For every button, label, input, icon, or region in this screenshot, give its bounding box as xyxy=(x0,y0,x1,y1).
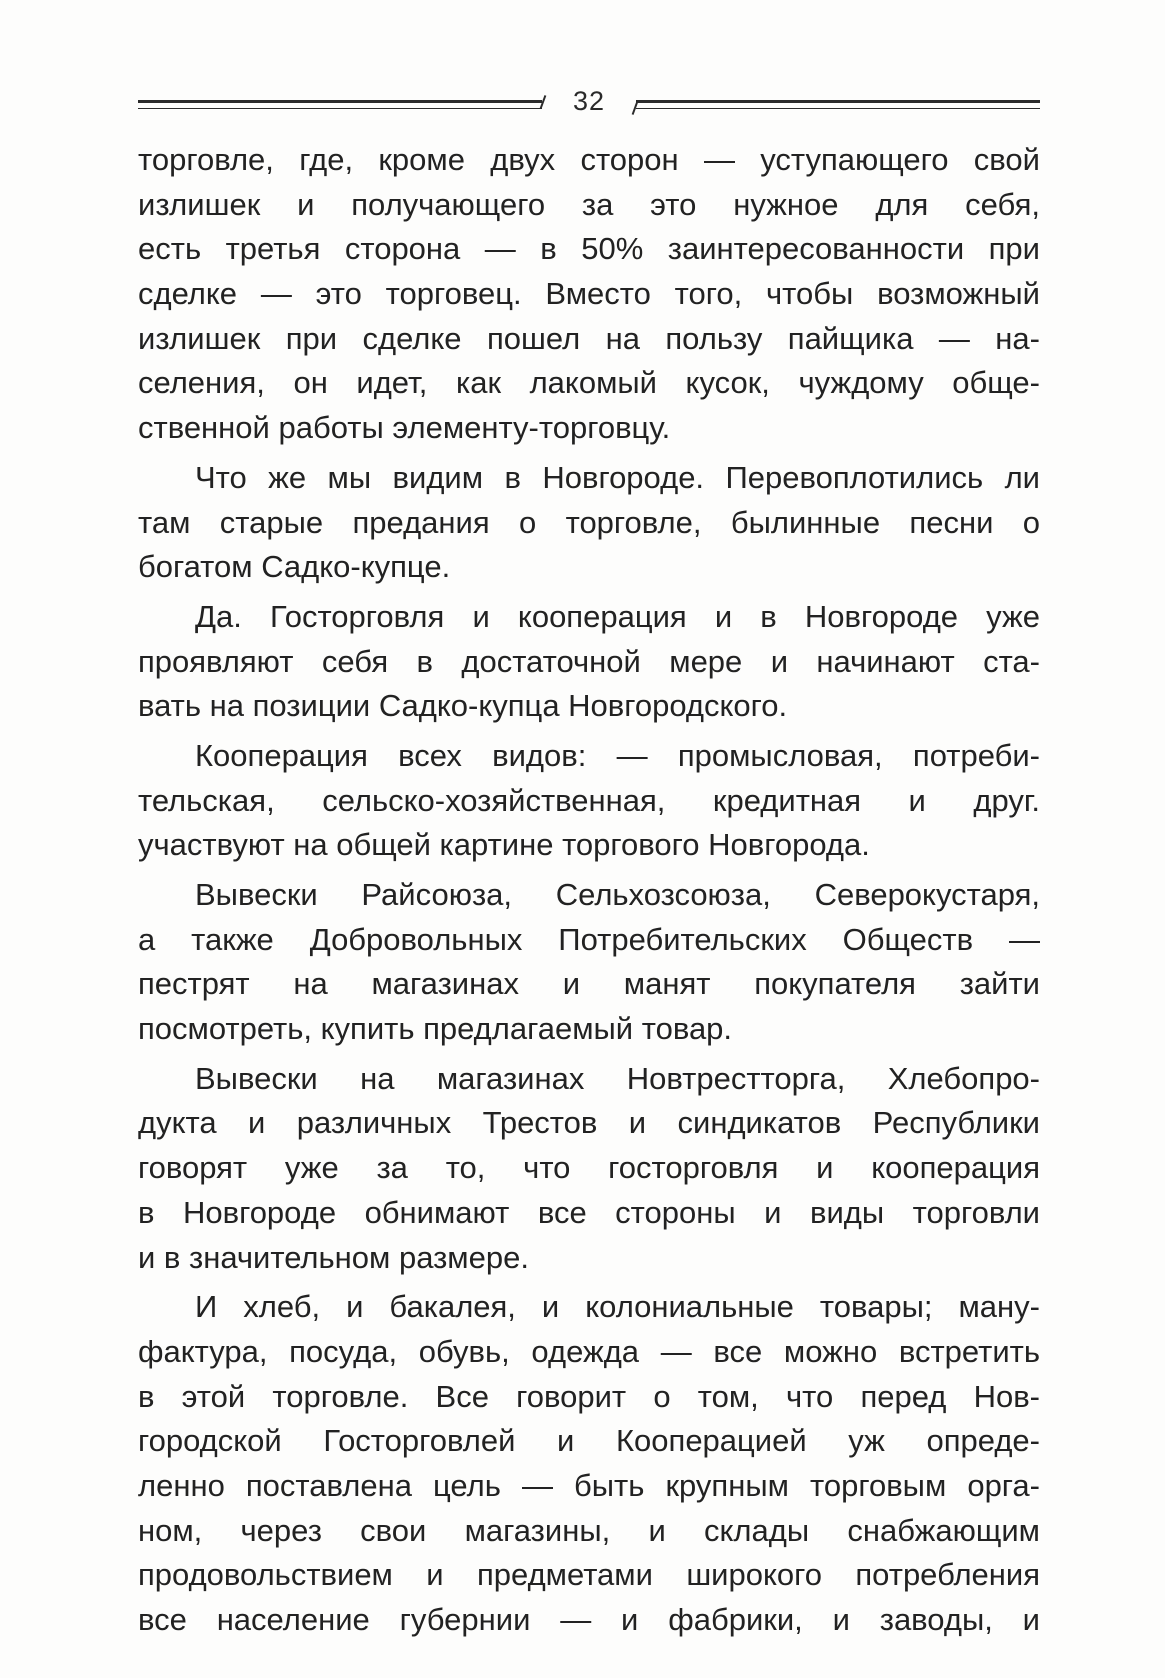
text-line: торговле, где, кроме двух сторон — уступающего свой xyxy=(138,142,1040,177)
text-line: проявляют себя в достаточной мере и начинают ста- xyxy=(138,643,1040,679)
page-header xyxy=(138,88,1040,118)
text-line: в этой торговле. Все говорит о том, что перед Нов- xyxy=(138,1378,1040,1414)
text-line: продовольствием и предметами широкого потребления xyxy=(138,1557,1040,1593)
body-text xyxy=(138,138,1040,1643)
paragraph xyxy=(138,1285,1040,1643)
paragraph xyxy=(138,873,1040,1052)
text-line: излишек и получающего за это нужное для себя, xyxy=(138,186,1040,222)
text-line: Вывески Райсоюза, Сельхозсоюза, Северокустаря, xyxy=(195,877,1040,912)
text-line: богатом Садко-купце. xyxy=(138,549,451,585)
text-line: сделке — это торговец. Вместо того, чтобы возможный xyxy=(138,276,1040,312)
text-line: Да. Госторговля и кооперация и в Новгороде уже xyxy=(195,598,1040,634)
text-line: И хлеб, и бакалея, и колониальные товары; ману- xyxy=(195,1289,1040,1325)
text-line: Что же мы видим в Новгороде. Перевоплотились ли xyxy=(195,459,1040,495)
text-line: все население губернии — и фабрики, и заводы, и xyxy=(138,1602,1040,1637)
text-line: излишек при сделке пошел на пользу пайщика — на- xyxy=(138,320,1040,356)
text-line: городской Госторговлей и Кооперацией уж опреде- xyxy=(138,1423,1040,1459)
text-line: Вывески на магазинах Новтрестторга, Хлебопро- xyxy=(195,1060,1040,1096)
text-line: тельская, сельско-хозяйственная, кредитная и друг. xyxy=(138,782,1040,818)
text-line: а также Добровольных Потребительских Обществ — xyxy=(138,921,1040,957)
text-line: вать на позиции Садко-купца Новгородского. xyxy=(138,688,788,724)
text-line: фактура, посуда, обувь, одежда — все можно встретить xyxy=(138,1333,1040,1369)
text-line: дукта и различных Трестов и синдикатов Республики xyxy=(138,1105,1040,1141)
paragraph xyxy=(138,1057,1040,1280)
text-line: есть третья сторона — в 50% заинтересованности при xyxy=(138,231,1040,267)
text-line: там старые предания о торговле, былинные песни о xyxy=(138,504,1040,540)
paragraph xyxy=(138,456,1040,590)
text-line: пестрят на магазинах и манят покупателя зайти xyxy=(138,966,1040,1002)
text-line: Кооперация всех видов: — промысловая, потреби- xyxy=(195,737,1040,773)
text-line: и в значительном размере. xyxy=(138,1239,529,1275)
text-line: ном, через свои магазины, и склады снабжающим xyxy=(138,1512,1040,1548)
page-number: 32 xyxy=(572,86,606,116)
header-rule-right xyxy=(636,100,1040,109)
text-line: говорят уже за то, что госторговля и кооперация xyxy=(138,1150,1040,1186)
text-line: селения, он идет, как лакомый кусок, чуждому обще- xyxy=(138,365,1040,401)
text-line: ственной работы элементу-торговцу. xyxy=(138,410,671,446)
text-line: посмотреть, купить предлагаемый товар. xyxy=(138,1011,733,1047)
paragraph xyxy=(138,734,1040,868)
paragraph xyxy=(138,595,1040,729)
text-line: ленно поставлена цель — быть крупным торговым орга- xyxy=(138,1467,1040,1503)
text-line: в Новгороде обнимают все стороны и виды торговли xyxy=(138,1194,1040,1230)
paragraph xyxy=(138,138,1040,451)
text-line: участвуют на общей картине торгового Новгорода. xyxy=(138,827,870,863)
